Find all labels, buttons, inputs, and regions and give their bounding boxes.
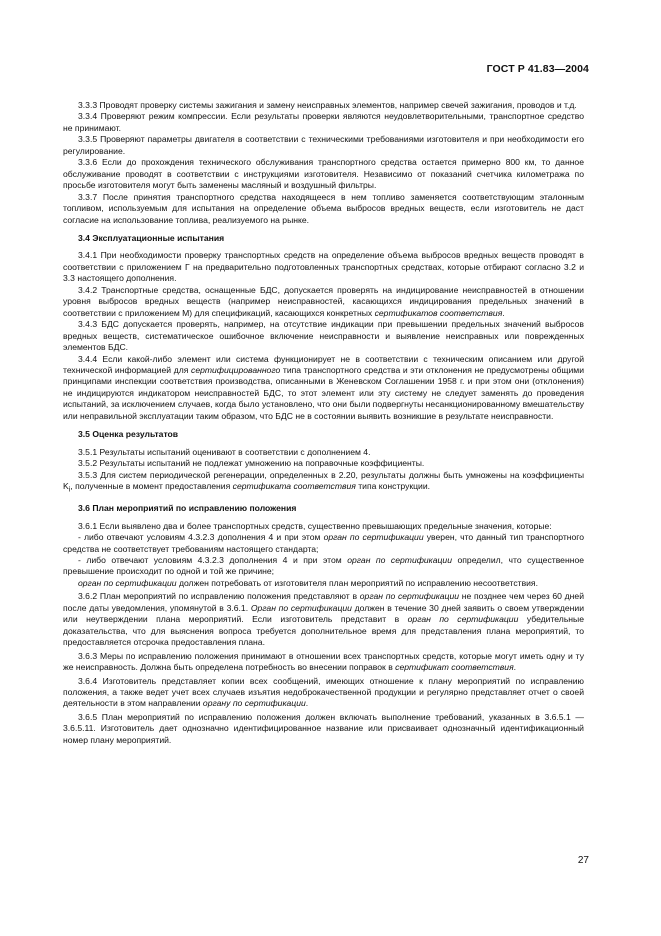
paragraph-3-4-2: 3.4.2 Транспортные средства, оснащенные БДС, допускается проверять на индицирование неисправностей в отношении уровня выбросов вредных веществ (например неисправностей, касающихся индицирования предельных значений в соответствии с приложением М) для спецификаций, касающихся конкретных сертификатов соответствия. (63, 284, 584, 318)
paragraph-3-3-5: 3.3.5 Проверяют параметры двигателя в соответствии с техническими требованиями изготовителя и при необходимости его регулирование. (63, 134, 584, 156)
paragraph-3-4-1: 3.4.1 При необходимости проверку транспортных средств на определение объема выбросов вредных веществ проводят в соответствии с приложением Г на предварительно подготовленных транспортных средствах, которые отбирают согласно 3.2 и 3.3 настоящего дополнения. (63, 250, 584, 284)
list-item: - либо отвечают условиям 4.3.2.3 дополнения 4 и при этом орган по сертификации определил, что существенное превышение происходит по одной и той же причине; (63, 555, 584, 577)
paragraph-3-5-2: 3.5.2 Результаты испытаний не подлежат умножению на поправочные коэффициенты. (78, 458, 425, 469)
paragraph-3-5-1: 3.5.1 Результаты испытаний оценивают в соответствии с дополнением 4. (78, 446, 371, 457)
paragraph-3-6-4: 3.6.4 Изготовитель представляет копии всех сообщений, имеющих отношение к плану мероприятий по исправлению положения, а также ведет учет всех случаев изъятия недоброкачественной продукции и регулярно представляет отчет о своей деятельности в этом направлении органу по сертификации. (63, 675, 584, 709)
document-body (63, 100, 584, 746)
paragraph-3-3-7: 3.3.7 После принятия транспортного средства находящееся в нем топливо заменяется соответствующим эталонным топливом, используемым для испытания на определение объема выбросов вредных веществ, если изготовитель не даст согласие на использование топлива, реализуемого на рынке. (63, 191, 584, 225)
page-number: 27 (577, 855, 589, 866)
paragraph-3-6-3: 3.6.3 Меры по исправлению положения принимают в отношении всех транспортных средств, которые могут иметь одну и ту же неисправность. Должна быть определена потребность во внесении поправок в сертификат соответствия. (63, 650, 584, 673)
list-item: - либо отвечают условиям 4.3.2.3 дополнения 4 и при этом орган по сертификации уверен, что данный тип транспортного средства не соответствует требованиям настоящего стандарта; (63, 532, 585, 554)
paragraph-3-3-3: 3.3.3 Проводят проверку системы зажигания и замену неисправных элементов, например свечей зажигания, проводов и т.д. (78, 100, 577, 110)
section-heading-3-5: 3.5 Оценка результатов (78, 429, 179, 440)
paragraph-3-3-6: 3.3.6 Если до прохождения технического обслуживания транспортного средства остается примерно 800 км, то данное обслуживание проводят в соответствии с инструкциями изготовителя. Независимо от показаний счетчика километража по просьбе изготовителя могут быть заменены масляный и воздушный фильтры. (63, 157, 584, 191)
paragraph-3-4-3: 3.4.3 БДС допускается проверять, например, на отсутствие индикации при превышении предельных значений выбросов вредных веществ, систематическое ошибочное включение неисправности и выявление неисправных или поврежденных элементов БДС. (63, 319, 584, 353)
section-heading-3-6: 3.6 План мероприятий по исправлению положения (78, 503, 297, 514)
paragraph-3-6-5: 3.6.5 План мероприятий по исправлению положения должен включать выполнение требований, указанных в 3.6.5.1 — 3.6.5.11. Изготовитель дает однозначно идентифицированное название или присваивает однозначный идентификационный номер плану мероприятий. (63, 711, 584, 745)
section-heading-3-4: 3.4 Эксплуатационные испытания (78, 232, 225, 243)
paragraph-3-6-1: 3.6.1 Если выявлено два и более транспортных средств, существенно превышающих предельные значения, которые: (78, 520, 552, 531)
paragraph-3-3-4: 3.3.4 Проверяют режим компрессии. Если результаты проверки являются неудовлетворительными, транспортное средство не принимают. (63, 111, 584, 133)
paragraph-3-4-4: 3.4.4 Если какой-либо элемент или система функционирует не в соответствии с техническим описанием или другой технической информацией для сертифицированного типа транспортного средства и эти отклонения не предусмотрены общими принципами инспекции соответствия производства, описанными в Женевском Соглашении 1958 г. и при этом они (отклонения) не индицируются индикатором неисправностей БДС, то этот элемент или эту систему не следует заменять до проведения испытаний, за исключением случаев, когда было установлено, что они были подвергнуты несанкционированному вмешательству или неправильной эксплуатации таким образом, что БДС не в состоянии выявить возникшие в результате неисправности. (63, 353, 585, 421)
paragraph-3-5-3: 3.5.3 Для систем периодической регенерации, определенных в 2.20, результаты должны быть умножены на коэффициенты $K_i$, полученные в момент предоставления сертификата соответствия типа конструкции. (63, 469, 584, 494)
paragraph-3-6-1-conclusion: орган по сертификации должен потребовать от изготовителя план мероприятий по исправлению несоответствия. (78, 577, 538, 588)
document-id: ГОСТ Р 41.83—2004 (486, 63, 589, 75)
paragraph-3-6-2: 3.6.2 План мероприятий по исправлению положения представляют в орган по сертификации не позднее чем через 60 дней после даты уведомления, упомянутой в 3.6.1. Орган по сертификации должен в течение 30 дней заявить о своем утверждении или неутверждении плана мероприятий. Если изготовитель представит в орган по сертификации убедительные доказательства, что для выяснения вопроса требуется дополнительное время для представления плана мероприятий, то предоставляется отсрочка предоставления плана. (63, 591, 584, 648)
